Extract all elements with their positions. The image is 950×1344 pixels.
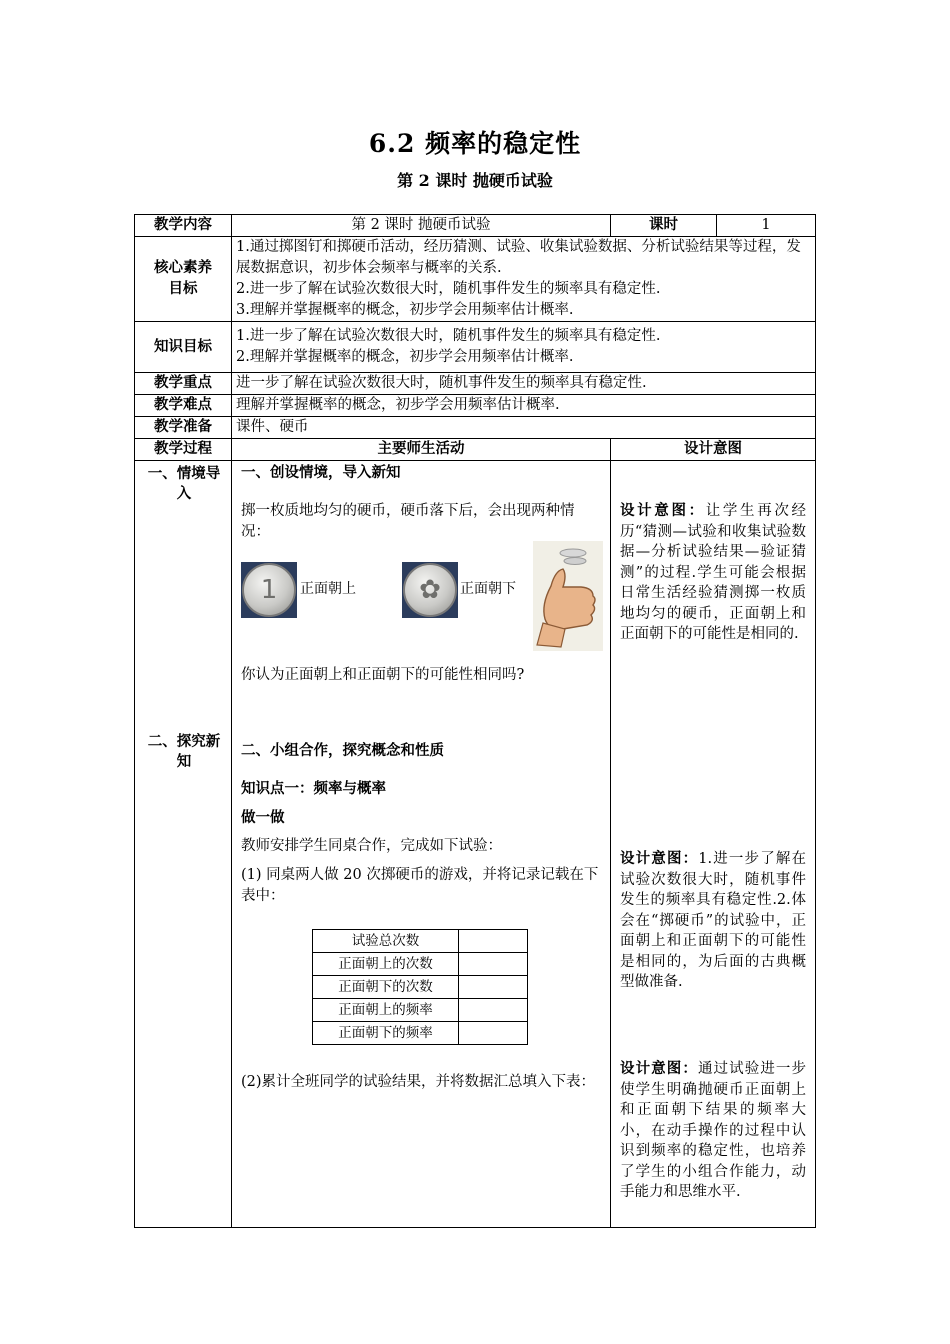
section-1-title: 一、创设情境，导入新知: [241, 465, 401, 481]
knowledge-goals-row: [135, 322, 816, 373]
teacher-text: 教师安排学生同桌合作，完成如下试验：: [241, 838, 502, 854]
record-cell: [459, 1022, 528, 1045]
section-1-text: 掷一枚质地均匀的硬币，硬币落下后，会出现两种情况：: [241, 503, 575, 540]
record-row-label: 正面朝下的频率: [313, 1022, 459, 1045]
content-label: 教学内容: [135, 215, 232, 237]
difficulty-content: 理解并掌握概率的概念，初步学会用频率估计概率.: [232, 395, 816, 417]
thumb-flip-image: [533, 541, 603, 651]
period-value: 1: [717, 215, 816, 237]
core-goals-label: 核心素养目标: [135, 237, 232, 322]
preparation-content: 课件、硬币: [232, 417, 816, 439]
page-title: 6.2 频率的稳定性: [368, 129, 582, 158]
record-row-3: [313, 976, 528, 999]
record-row-label: 试验总次数: [313, 930, 459, 953]
process-header-design: 设计意图: [611, 439, 816, 461]
section-2-title: 二、小组合作，探究概念和性质: [241, 743, 444, 759]
knowledge-goal-2: 2.理解并掌握概率的概念，初步学会用频率估计概率.: [236, 349, 574, 365]
core-goals-row: [135, 237, 816, 322]
design-intent-label: 设计意图：: [620, 1061, 698, 1077]
process-body-row: [135, 461, 816, 1228]
coin-tails-label: 正面朝下: [460, 581, 516, 597]
key-point-label: 教学重点: [135, 373, 232, 395]
core-goals-content: [232, 237, 816, 322]
record-cell: [459, 953, 528, 976]
process-header-stage: 教学过程: [135, 439, 232, 461]
coin-heads-image: [241, 562, 297, 618]
process-header-activity: 主要师生活动: [232, 439, 611, 461]
design-intent-label: 设计意图：: [620, 503, 706, 519]
stage-2-label: 二、探究新知: [147, 734, 221, 770]
design-intent-3: [620, 1059, 806, 1203]
coin-tails-image: [402, 562, 458, 618]
record-row-1: [313, 930, 528, 953]
record-cell: [459, 999, 528, 1022]
record-row-label: 正面朝上的频率: [313, 999, 459, 1022]
design-intent-3-text: 通过试验进一步使学生明确抛硬币正面朝上和正面朝下结果的频率大小，在动手操作的过程中认识到频率的稳定性，也培养了学生的小组合作能力，动手能力和思维水平.: [620, 1061, 807, 1200]
core-goal-3: 3.理解并掌握概率的概念，初步学会用频率估计概率.: [236, 302, 574, 318]
core-goal-2: 2.进一步了解在试验次数很大时，随机事件发生的频率具有稳定性.: [236, 281, 661, 297]
coin-heads-icon: 1: [242, 563, 296, 617]
record-row-4: [313, 999, 528, 1022]
design-intent-label: 设计意图：: [620, 851, 699, 867]
record-row-5: [313, 1022, 528, 1045]
preparation-label: 教学准备: [135, 417, 232, 439]
thumb-flip-icon: [533, 541, 603, 651]
difficulty-row: [135, 395, 816, 417]
lesson-plan-table: [134, 214, 816, 1228]
stage-1-label: 一、情境导入: [147, 466, 221, 502]
process-header-row: [135, 439, 816, 461]
content-value: 第 2 课时 抛硬币试验: [232, 215, 611, 237]
design-intent-1-text: 让学生再次经历“猜测—试验和收集试验数据—分析试验结果—验证猜测”的过程.学生可能会根据日常生活经验猜测掷一枚质地均匀的硬币，正面朝上和正面朝下的可能性是相同的.: [620, 503, 806, 642]
record-row-label: 正面朝下的次数: [313, 976, 459, 999]
record-row-2: [313, 953, 528, 976]
record-row-label: 正面朝上的次数: [313, 953, 459, 976]
coin-tails-icon: ✿: [403, 563, 457, 617]
page-subtitle: 第 2 课时 抛硬币试验: [397, 171, 553, 190]
record-cell: [459, 930, 528, 953]
period-label: 课时: [611, 215, 717, 237]
key-point-row: [135, 373, 816, 395]
coin-heads-label: 正面朝上: [300, 581, 356, 597]
record-table: [312, 929, 528, 1045]
design-column: [611, 461, 816, 1228]
header-row: [135, 215, 816, 237]
design-intent-1: [620, 501, 806, 645]
step-1-text: (1) 同桌两人做 20 次掷硬币的游戏，并将记录记载在下表中：: [241, 867, 599, 904]
section-1-question: 你认为正面朝上和正面朝下的可能性相同吗?: [241, 667, 525, 683]
do-it-title: 做一做: [241, 810, 285, 826]
stage-column: [135, 461, 232, 1228]
key-point-content: 进一步了解在试验次数很大时，随机事件发生的频率具有稳定性.: [232, 373, 816, 395]
difficulty-label: 教学难点: [135, 395, 232, 417]
step-2-text: (2)累计全班同学的试验结果，并将数据汇总填入下表：: [241, 1074, 596, 1090]
preparation-row: [135, 417, 816, 439]
knowledge-goals-label: 知识目标: [135, 322, 232, 373]
design-intent-2: [620, 849, 806, 993]
design-intent-2-text: 1.进一步了解在试验次数很大时，随机事件发生的频率具有稳定性.2.体会在“掷硬币”的试验中，正面朝上和正面朝下的可能性是相同的，为后面的古典概型做准备.: [620, 851, 807, 990]
knowledge-point-title: 知识点一：频率与概率: [241, 781, 386, 797]
activity-column: [232, 461, 611, 1228]
knowledge-goal-1: 1.进一步了解在试验次数很大时，随机事件发生的频率具有稳定性.: [236, 328, 661, 344]
core-goal-1: 1.通过掷图钉和掷硬币活动，经历猜测、试验、收集试验数据、分析试验结果等过程，发展数据意识，初步体会频率与概率的关系.: [236, 239, 801, 276]
record-cell: [459, 976, 528, 999]
knowledge-goals-content: [232, 322, 816, 373]
